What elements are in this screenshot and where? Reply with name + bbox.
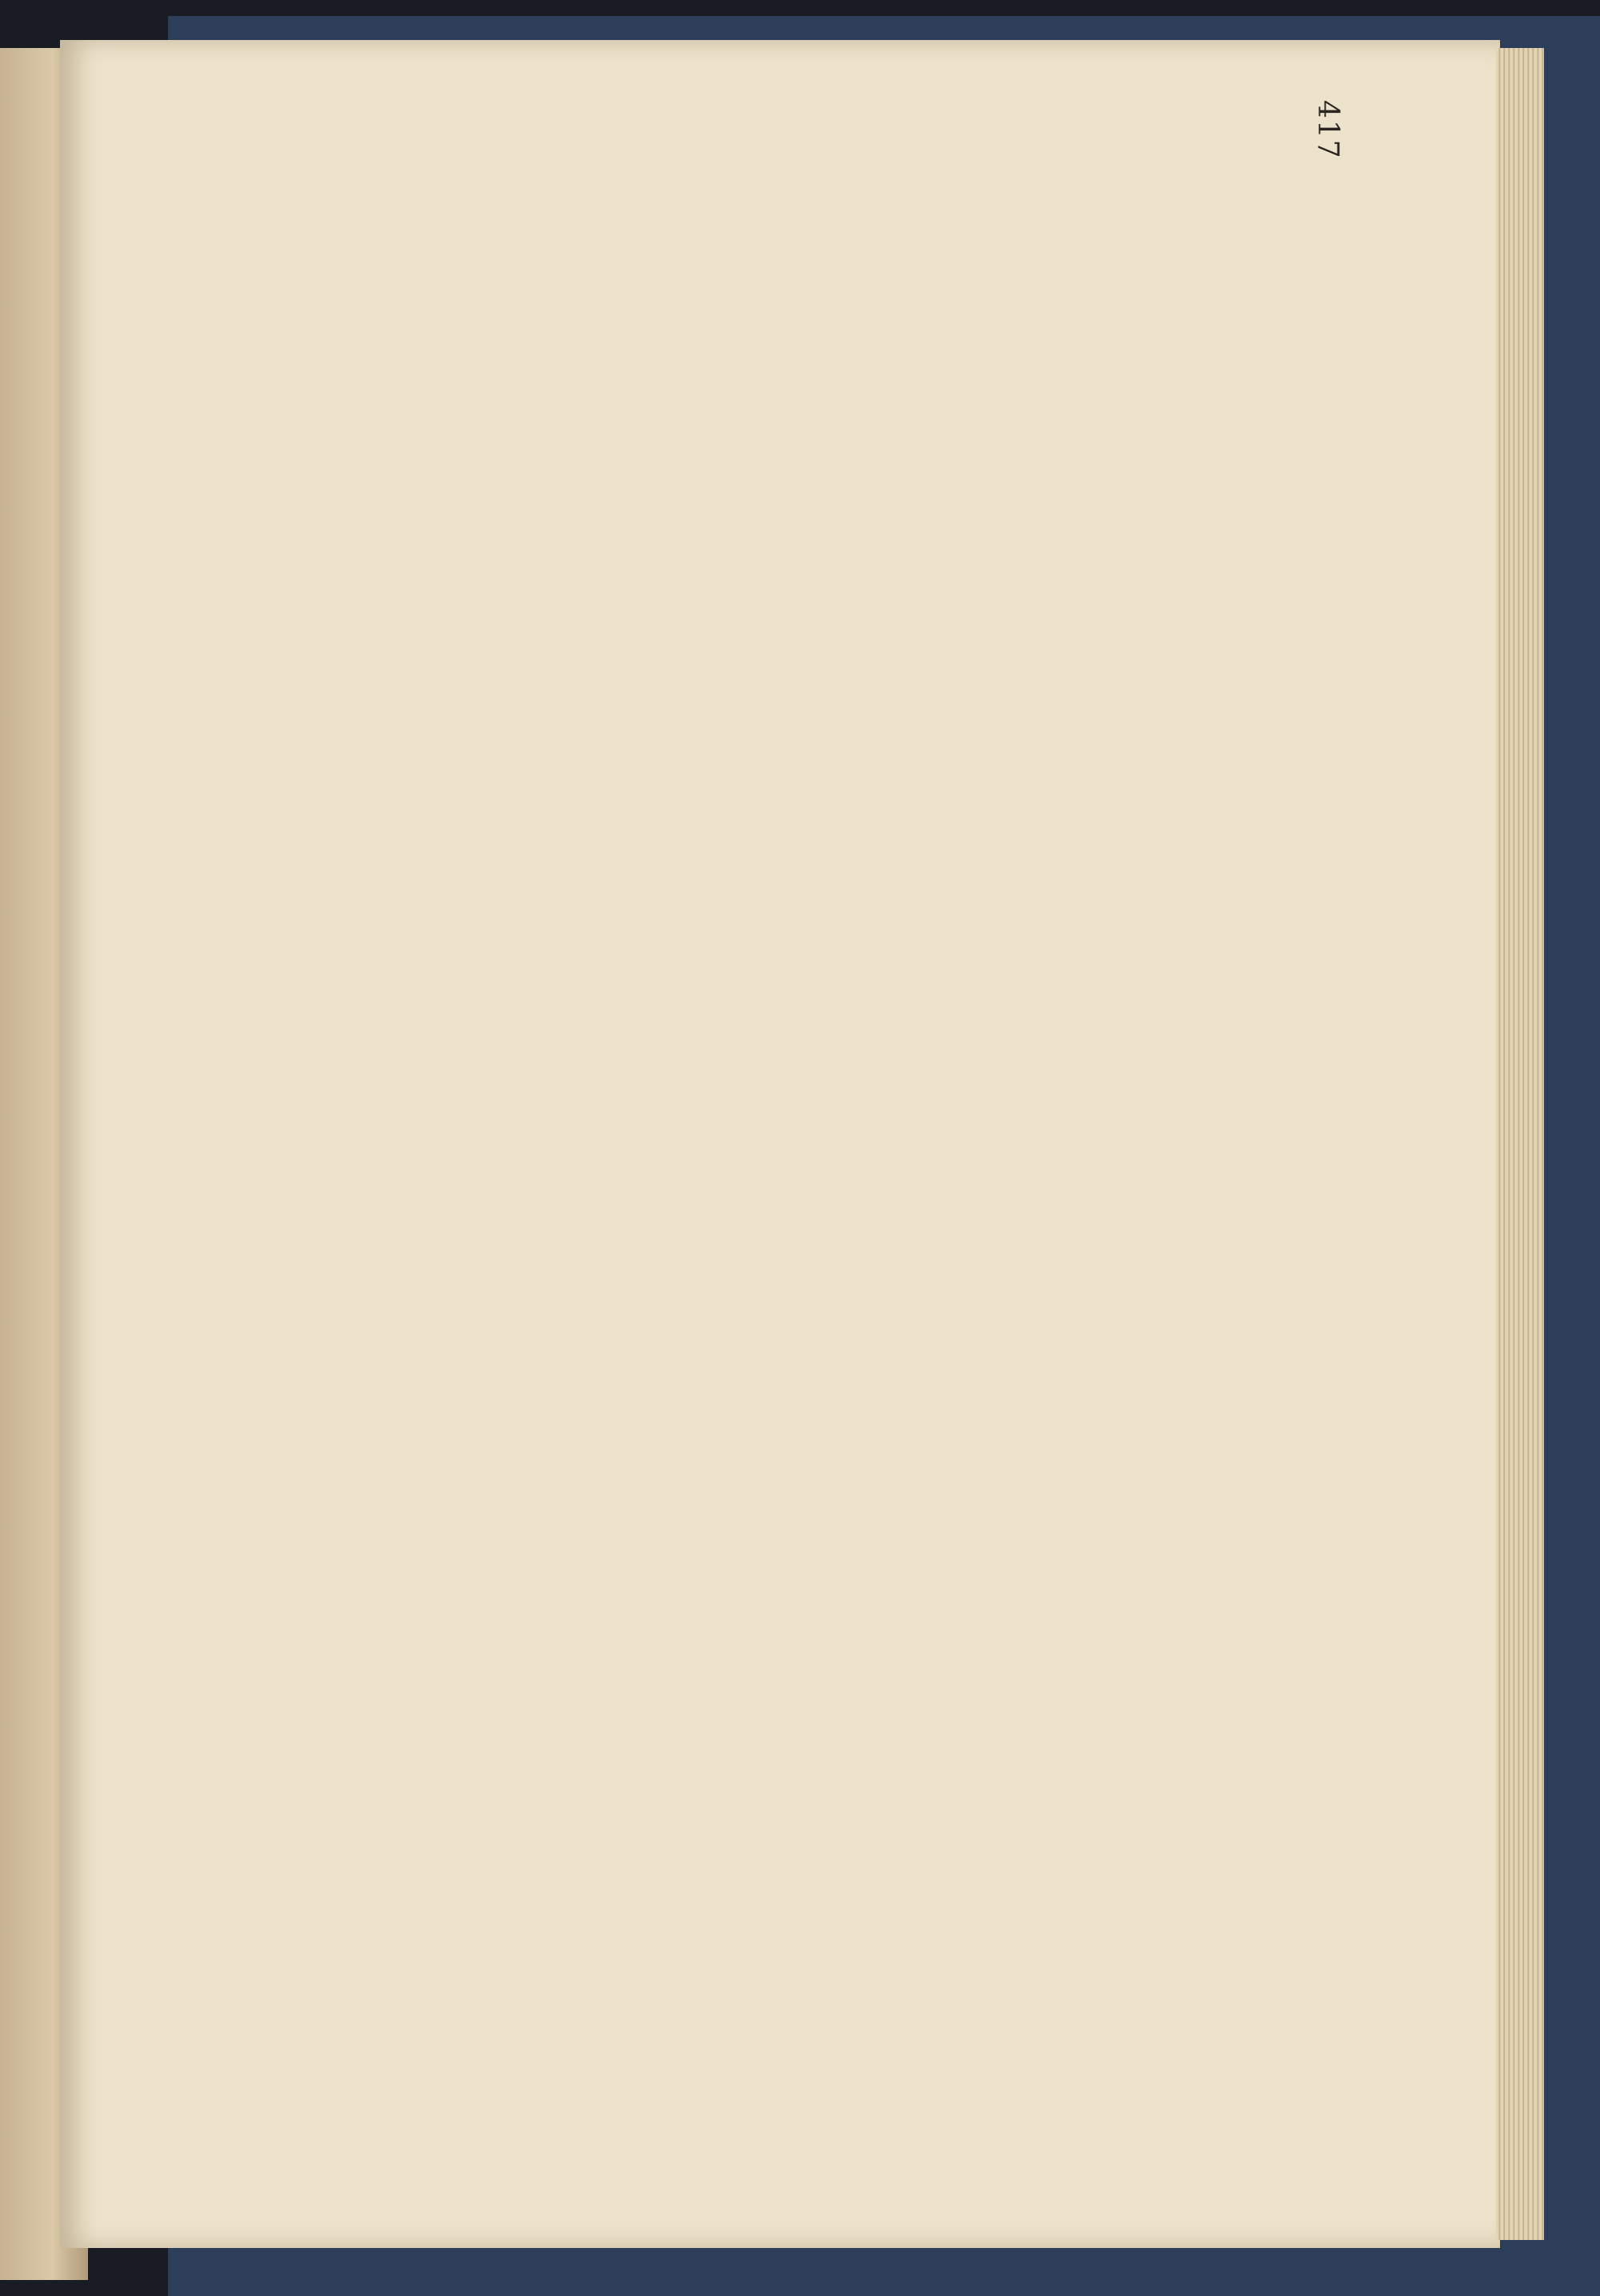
rotated-table-content: [1328, 0, 1600, 232]
table-label: [1328, 0, 1357, 232]
table-date: [1406, 0, 1435, 232]
page-number: 417: [1311, 100, 1344, 160]
page-edges: [1496, 48, 1544, 2240]
table-title: [1376, 0, 1405, 232]
book-page: [60, 40, 1500, 2248]
